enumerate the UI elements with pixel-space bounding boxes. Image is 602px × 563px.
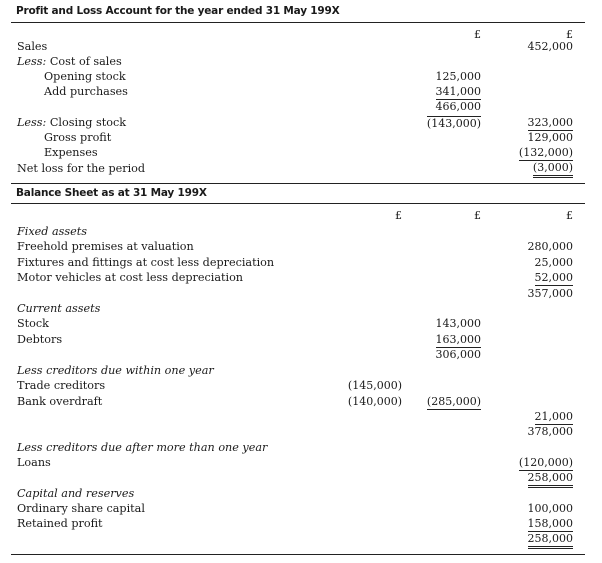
debtors-value: 163,000	[435, 333, 481, 346]
sales-value: 452,000	[527, 40, 573, 53]
net-loss-value: (3,000)	[533, 161, 573, 178]
loans-label: Loans	[17, 456, 51, 469]
freehold-label: Freehold premises at valuation	[17, 240, 194, 253]
gross-profit-value: 129,000	[527, 131, 573, 144]
long-creditors-heading: Less creditors due after more than one year	[17, 441, 268, 454]
retained-profit-label: Retained profit	[17, 517, 103, 530]
stock-label: Stock	[17, 317, 49, 330]
bs-col-header-1: £	[395, 209, 402, 222]
fixtures-value: 25,000	[534, 256, 573, 269]
bank-overdraft-label: Bank overdraft	[17, 395, 103, 408]
fixed-assets-heading: Fixed assets	[17, 225, 87, 238]
total-assets-less-cl: 378,000	[527, 425, 573, 438]
closing-stock-value: (143,000)	[426, 117, 481, 130]
debtors-label: Debtors	[17, 333, 63, 346]
bs-title: Balance Sheet as at 31 May 199X	[16, 187, 207, 199]
retained-profit-value: 158,000	[527, 517, 573, 530]
net-current-assets: 21,000	[534, 410, 573, 423]
current-assets-heading: Current assets	[17, 302, 101, 315]
capital-heading: Capital and reserves	[17, 487, 135, 500]
net-assets-value: 258,000	[528, 471, 574, 488]
expenses-value: (132,000)	[518, 146, 573, 159]
capital-total: 258,000	[528, 532, 574, 549]
bs-col-header-3: £	[566, 209, 573, 222]
less-label: Less:	[17, 55, 47, 68]
gross-profit-label: Gross profit	[44, 131, 112, 144]
cost-of-sales-label: Cost of sales	[49, 55, 122, 68]
pl-col-header-a: £	[474, 28, 481, 41]
fixtures-label: Fixtures and fittings at cost less depreciation	[17, 256, 275, 269]
closing-stock-label: Closing stock	[49, 116, 127, 129]
opening-stock-value: 125,000	[435, 70, 481, 83]
creditors-total: (285,000)	[426, 395, 481, 408]
motor-label: Motor vehicles at cost less depreciation	[17, 271, 244, 284]
expenses-label: Expenses	[44, 146, 98, 159]
current-assets-total: 306,000	[435, 348, 481, 361]
share-capital-value: 100,000	[527, 502, 573, 515]
motor-value: 52,000	[534, 271, 573, 284]
bank-overdraft-value: (140,000)	[347, 395, 402, 408]
sales-label: Sales	[17, 40, 48, 53]
trade-creditors-label: Trade creditors	[17, 379, 106, 392]
less-label-2: Less:	[17, 116, 47, 129]
pl-col-header-b: £	[566, 28, 573, 41]
closing-stock-row	[17, 116, 126, 130]
fixed-assets-total: 357,000	[527, 287, 573, 300]
bs-title-rule	[11, 203, 585, 204]
bs-title-top-rule	[11, 183, 585, 184]
creditors-heading: Less creditors due within one year	[17, 364, 214, 377]
pl-title: Profit and Loss Account for the year ended 31 May 199X	[16, 5, 340, 17]
cost-of-sales-row	[17, 55, 122, 69]
cost-of-sales-total: 323,000	[527, 116, 573, 129]
bottom-rule	[11, 554, 585, 555]
freehold-value: 280,000	[527, 240, 573, 253]
net-loss-label: Net loss for the period	[17, 162, 146, 175]
share-capital-label: Ordinary share capital	[17, 502, 145, 515]
pl-title-rule	[11, 22, 585, 23]
add-purchases-value: 341,000	[435, 85, 481, 98]
add-purchases-label: Add purchases	[44, 85, 128, 98]
loans-value: (120,000)	[518, 456, 573, 469]
pl-subtotal-value: 466,000	[435, 100, 481, 113]
opening-stock-label: Opening stock	[44, 70, 126, 83]
trade-creditors-value: (145,000)	[347, 379, 402, 392]
stock-value: 143,000	[435, 317, 481, 330]
bs-col-header-2: £	[474, 209, 481, 222]
